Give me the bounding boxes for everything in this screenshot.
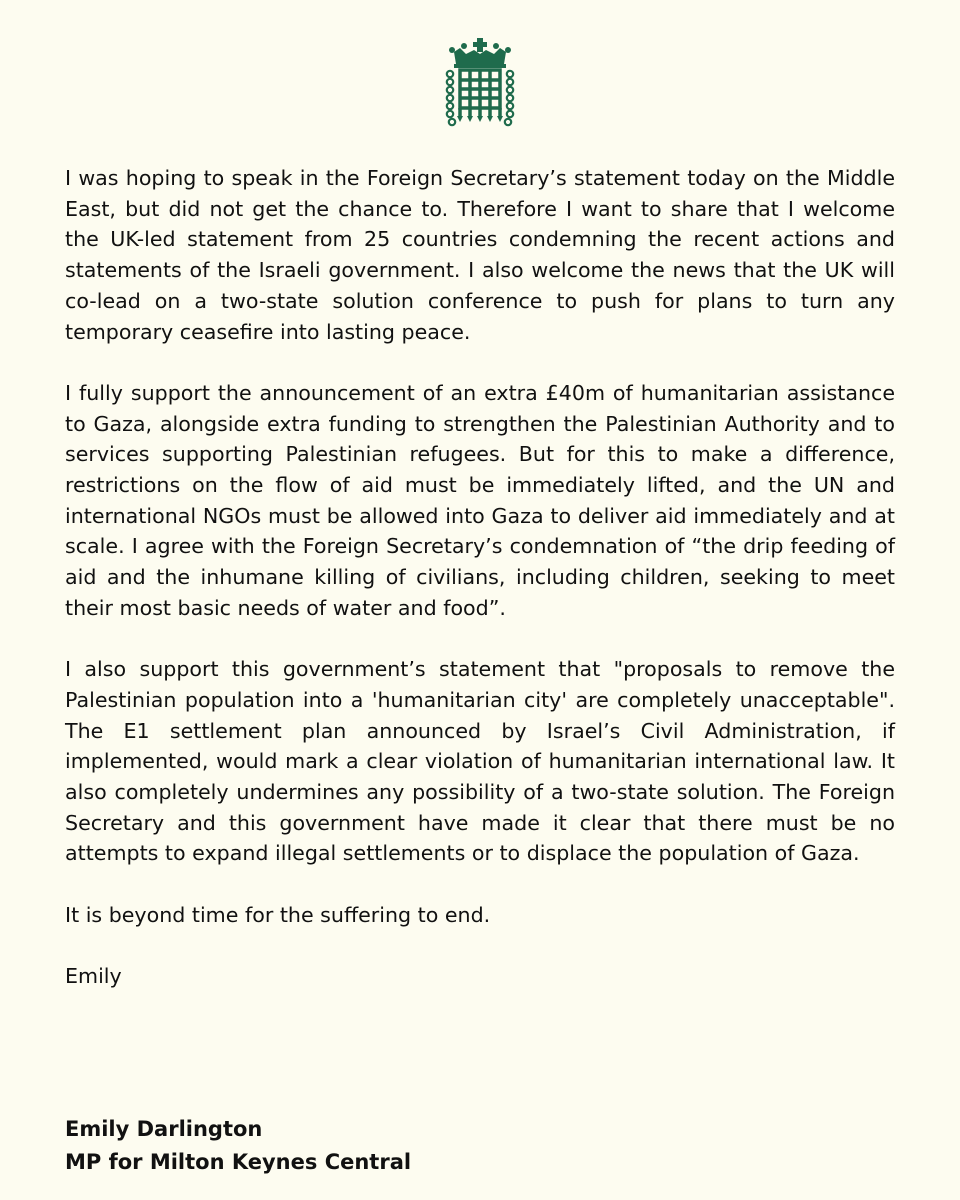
sign-off: Emily bbox=[65, 964, 122, 989]
paragraph-4: It is beyond time for the suffering to end. bbox=[65, 902, 491, 927]
paragraph-3: I also support this government’s statement that "proposals to remove the Palestinian population into a 'humanitarian city' are completely unacceptable". The E1 settlement plan announced by Israel’s Civil Administration, if implemented, would mark a clear violation of humanitarian international law. It also completely undermines any possibility of a two-state solution. The Foreign Secretary and this government have made it clear that there must be no attempts to expand illegal settlements or to displace the population of Gaza. bbox=[65, 657, 895, 866]
signature-name: Emily Darlington bbox=[65, 1117, 263, 1141]
letter-body bbox=[65, 163, 895, 1023]
paragraph-1: I was hoping to speak in the Foreign Secretary’s statement today on the Middle East, but did not get the chance to. Therefore I want to share that I welcome the UK-led statement from 25 countries condemning the recent actions and statements of the Israeli government. I also welcome the news that the UK will co-lead on a two-state solution conference to push for plans to turn any temporary ceasefire into lasting peace. bbox=[65, 166, 895, 344]
signature-title: MP for Milton Keynes Central bbox=[65, 1150, 412, 1174]
signature-block bbox=[65, 1113, 411, 1179]
portcullis-crown-logo bbox=[440, 36, 520, 128]
paragraph-2: I fully support the announcement of an extra £40m of humanitarian assistance to Gaza, alongside extra funding to strengthen the Palestinian Authority and to services supporting Palestinian refugees. But for this to make a difference, restrictions on the flow of aid must be immediately lifted, and the UN and international NGOs must be allowed into Gaza to deliver aid immediately and at scale. I agree with the Foreign Secretary’s condemnation of “the drip feeding of aid and the inhumane killing of civilians, including children, seeking to meet their most basic needs of water and food”. bbox=[65, 380, 895, 620]
